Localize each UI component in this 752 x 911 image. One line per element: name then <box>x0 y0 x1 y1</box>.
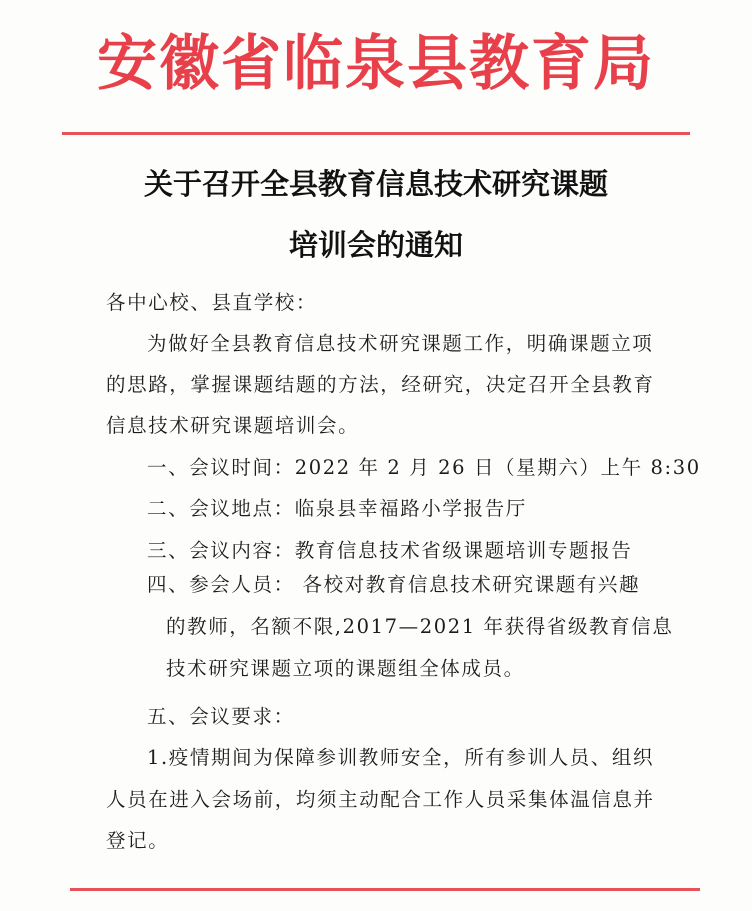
requirement-1-line-3: 登记。 <box>106 829 170 852</box>
footer-red-rule <box>70 888 700 891</box>
intro-line-3: 信息技术研究课题培训会。 <box>106 414 360 437</box>
salutation: 各中心校、县直学校： <box>106 291 318 314</box>
intro-line-1: 为做好全县教育信息技术研究课题工作，明确课题立项 <box>147 332 654 355</box>
document-title-line-2: 培训会的通知 <box>288 228 463 262</box>
item-participants-line-1: 四、参会人员： 各校对教育信息技术研究课题有兴趣 <box>147 573 641 596</box>
item-participants-line-3: 技术研究课题立项的课题组全体成员。 <box>166 657 525 680</box>
document-title-line-1: 关于召开全县教育信息技术研究课题 <box>143 167 608 201</box>
item-requirements: 五、会议要求： <box>147 705 295 728</box>
intro-line-2: 的思路，掌握课题结题的方法，经研究，决定召开全县教育 <box>106 373 655 396</box>
item-participants-line-2: 的教师，名额不限,2017—2021 年获得省级教育信息 <box>166 615 674 638</box>
header-red-rule <box>62 132 690 135</box>
item-meeting-time: 一、会议时间：2022 年 2 月 26 日（星期六）上午 8:30 <box>147 456 701 479</box>
item-meeting-place: 二、会议地点：临泉县幸福路小学报告厅 <box>147 497 527 520</box>
organization-header: 安徽省临泉县教育局 <box>97 29 655 99</box>
requirement-1-line-2: 人员在进入会场前，均须主动配合工作人员采集体温信息并 <box>106 788 655 811</box>
requirement-1-line-1: 1.疫情期间为保障参训教师安全，所有参训人员、组织 <box>147 746 655 769</box>
item-meeting-content: 三、会议内容：教育信息技术省级课题培训专题报告 <box>147 539 633 562</box>
